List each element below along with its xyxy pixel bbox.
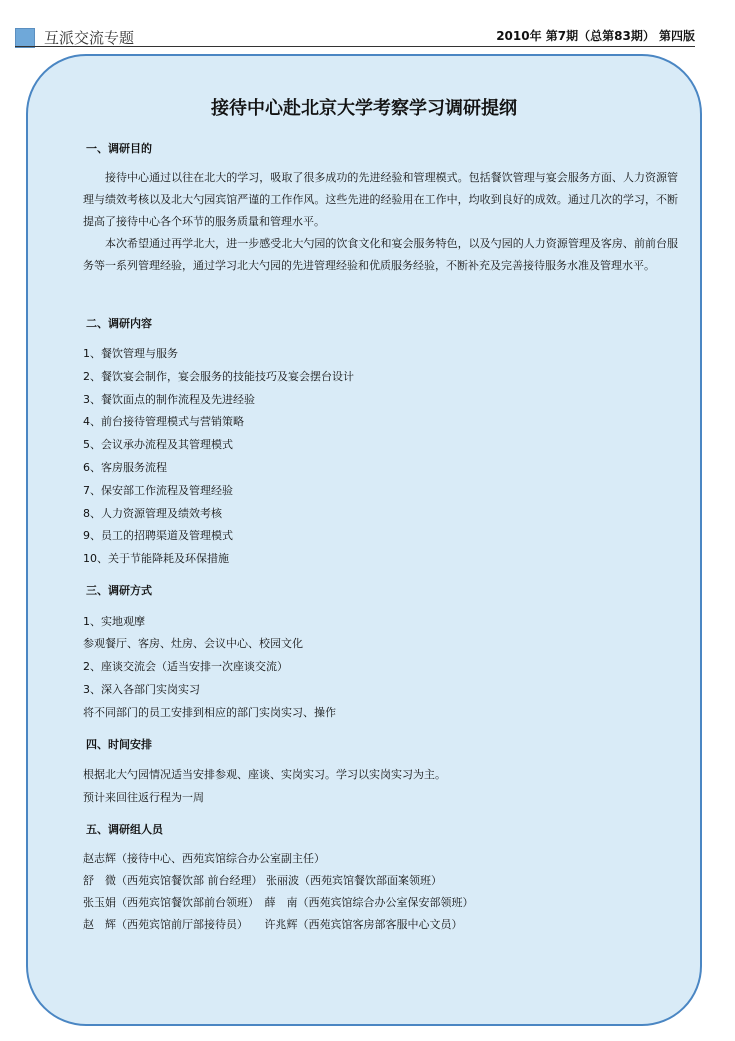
section-heading-method: 三、调研方式	[86, 584, 152, 597]
article-title: 接待中心赴北京大学考察学习调研提纲	[211, 98, 517, 119]
header-square-icon	[15, 28, 35, 48]
list-item: 4、前台接待管理模式与营销策略	[83, 415, 244, 428]
list-item: 3、餐饮面点的制作流程及先进经验	[83, 393, 255, 406]
list-item: 2、餐饮宴会制作，宴会服务的技能技巧及宴会摆台设计	[83, 370, 354, 383]
section-heading-content: 二、调研内容	[86, 317, 152, 330]
list-item: 根据北大勺园情况适当安排参观、座谈、实岗实习。学习以实岗实习为主。	[83, 768, 446, 781]
list-item: 赵志辉（接待中心、西苑宾馆综合办公室副主任）	[83, 852, 325, 865]
list-item: 10、关于节能降耗及环保措施	[83, 552, 229, 565]
list-item: 9、员工的招聘渠道及管理模式	[83, 529, 233, 542]
list-item: 3、深入各部门实岗实习	[83, 683, 200, 696]
list-item: 2、座谈交流会（适当安排一次座谈交流）	[83, 660, 288, 673]
section-heading-purpose: 一、调研目的	[86, 142, 152, 155]
list-item: 1、实地观摩	[83, 615, 145, 628]
list-item: 8、人力资源管理及绩效考核	[83, 507, 222, 520]
section-heading-schedule: 四、时间安排	[86, 738, 152, 751]
list-item: 预计来回往返行程为一周	[83, 791, 204, 804]
list-item: 6、客房服务流程	[83, 461, 167, 474]
header-rule	[15, 46, 695, 47]
list-item: 参观餐厅、客房、灶房、会议中心、校园文化	[83, 637, 303, 650]
section-heading-members: 五、调研组人员	[86, 823, 163, 836]
list-item: 1、餐饮管理与服务	[83, 347, 178, 360]
issue-info: 2010年 第7期（总第83期） 第四版	[496, 29, 695, 43]
paragraph-purpose-1: 接待中心通过以往在北大的学习，吸取了很多成功的先进经验和管理模式。包括餐饮管理与宴会服务方面、人力资源管理与绩效考核以及北大勺园宾馆严谨的工作作风。这些先进的经验用在工作中，均收到良好的成效。通过几次的学习，不断提高了接待中心各个环节的服务质量和管理水平。	[83, 171, 678, 228]
list-item: 7、保安部工作流程及管理经验	[83, 484, 233, 497]
list-item: 将不同部门的员工安排到相应的部门实岗实习、操作	[83, 706, 336, 719]
list-item: 赵 辉（西苑宾馆前厅部接待员） 许兆辉（西苑宾馆客房部客服中心文员）	[83, 918, 463, 931]
list-item: 舒 微（西苑宾馆餐饮部 前台经理） 张丽波（西苑宾馆餐饮部面案领班）	[83, 874, 442, 887]
column-title: 互派交流专题	[44, 29, 135, 47]
page-header	[0, 0, 735, 50]
list-item: 5、会议承办流程及其管理模式	[83, 438, 233, 451]
paragraph-purpose-2: 本次希望通过再学北大，进一步感受北大勺园的饮食文化和宴会服务特色，以及勺园的人力资源管理及客房、前前台服务等一系列管理经验，通过学习北大勺园的先进管理经验和优质服务经验，不断补充及完善接待服务水准及管理水平。	[83, 237, 678, 272]
list-item: 张玉娟（西苑宾馆餐饮部前台领班） 薛 南（西苑宾馆综合办公室保安部领班）	[83, 896, 474, 909]
